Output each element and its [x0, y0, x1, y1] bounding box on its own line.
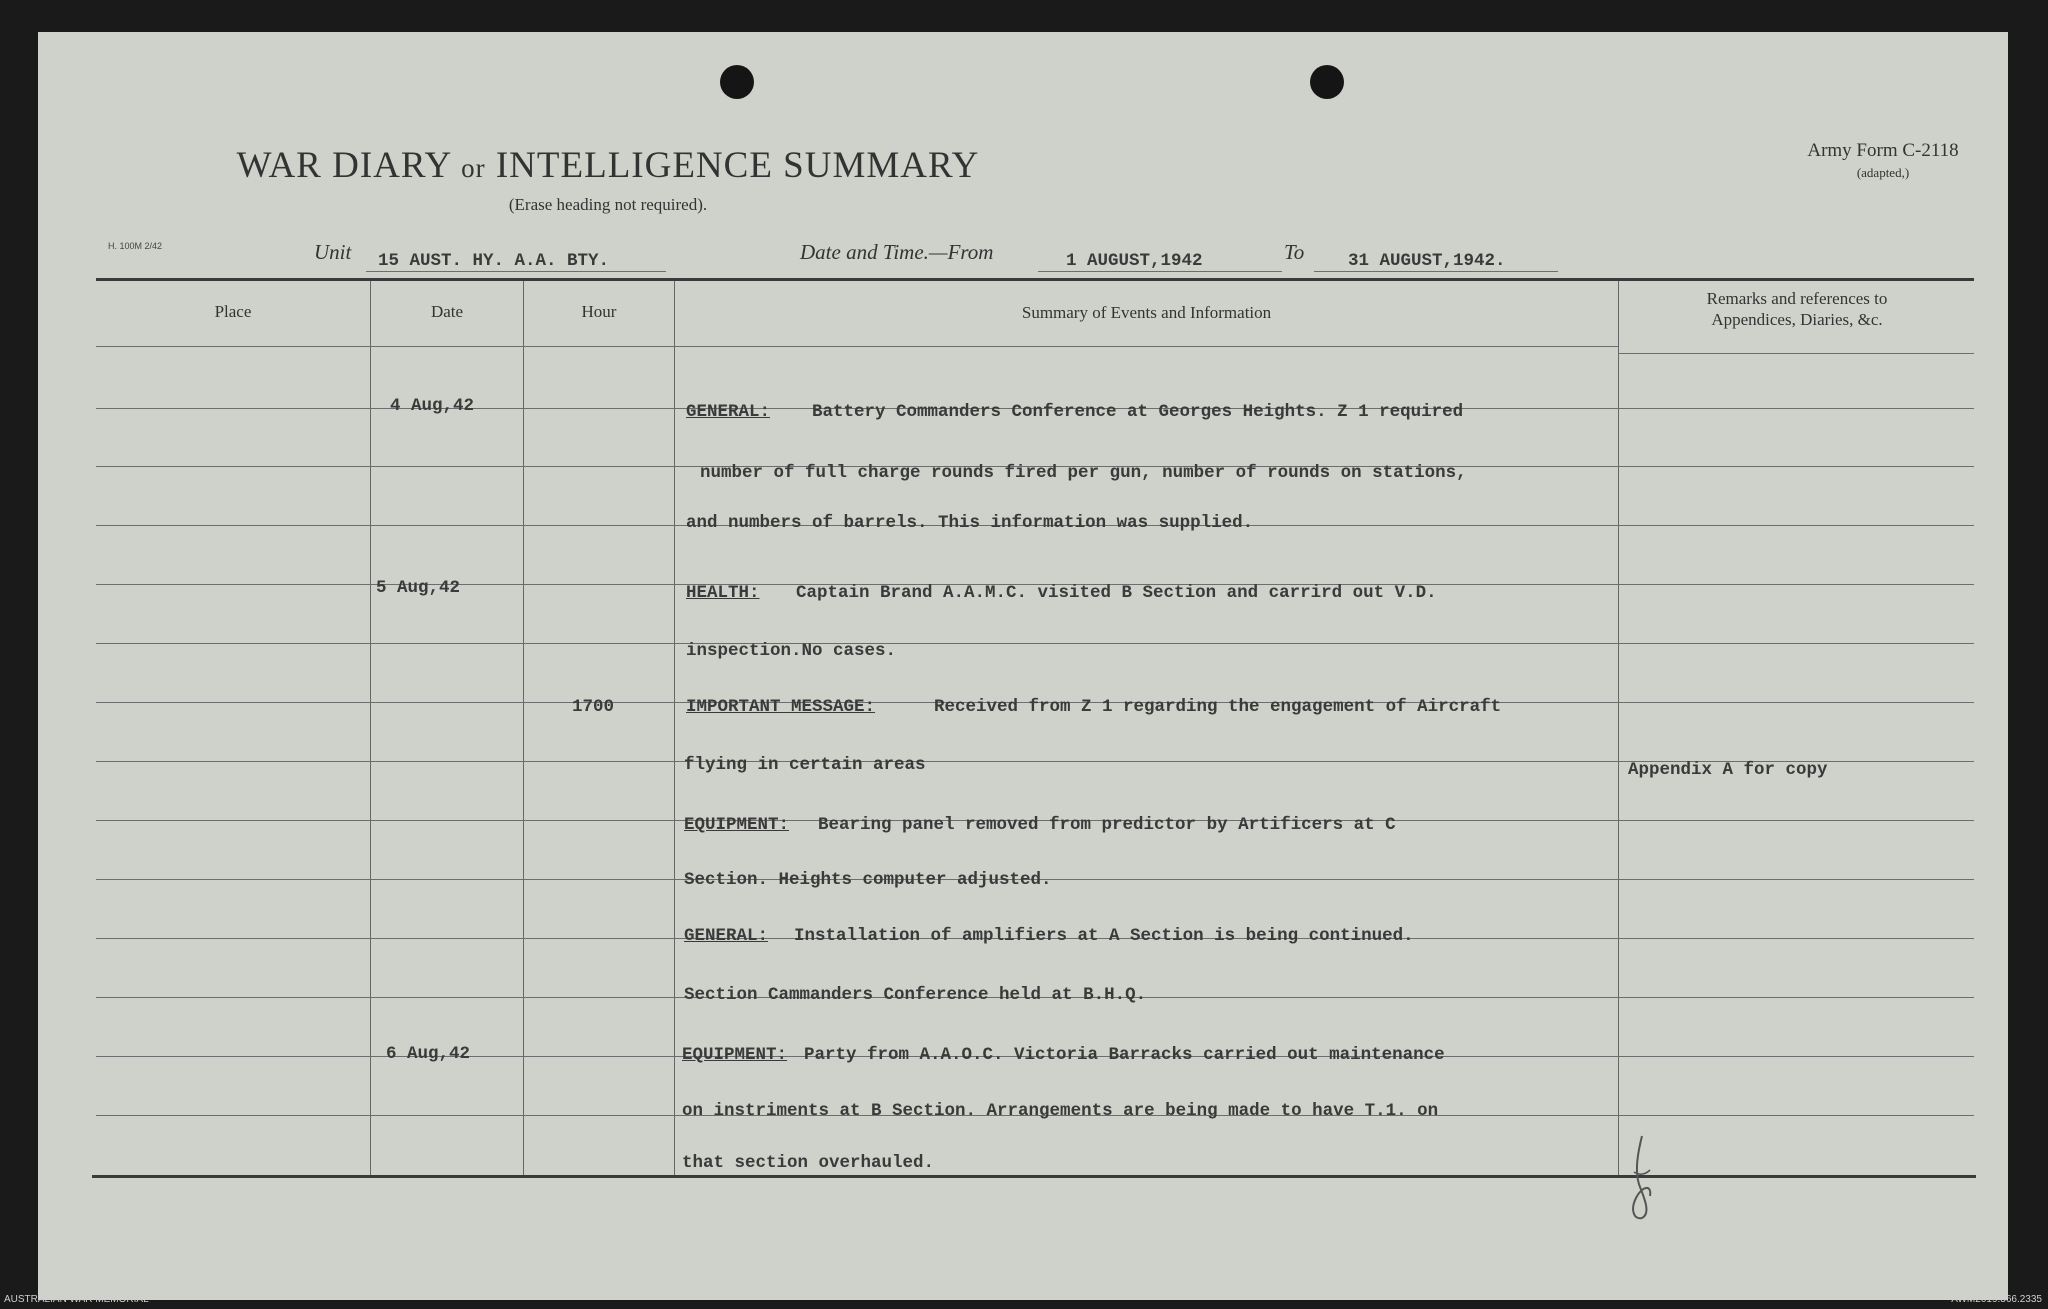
- column-header-place: Place: [214, 302, 252, 321]
- entry-text-line: Section Cammanders Conference held at B.H.Q.: [684, 985, 1147, 1005]
- to-date-value: 31 AUGUST,1942.: [1348, 251, 1506, 271]
- entry-text-line: and numbers of barrels. This information was supplied.: [686, 513, 1254, 533]
- entry-date: 6 Aug,42: [386, 1044, 471, 1064]
- unit-value: 15 AUST. HY. A.A. BTY.: [378, 251, 610, 271]
- divider-hour-summary: [674, 281, 675, 1175]
- entry-category-label: IMPORTANT MESSAGE:: [686, 697, 876, 717]
- ruled-line: [96, 346, 1618, 347]
- form-title: [38, 144, 1178, 187]
- table-top-rule: [96, 278, 1974, 281]
- divider-summary-remarks: [1618, 281, 1619, 1175]
- entry-category-label: HEALTH:: [686, 583, 760, 603]
- entry-hour: 1700: [572, 697, 615, 717]
- column-header-date: Date: [430, 302, 464, 321]
- unit-underline: [366, 271, 666, 272]
- table-bottom-rule: [92, 1175, 1976, 1178]
- remarks-header-line-2: Appendices, Diaries, &c.: [1711, 310, 1883, 329]
- column-header-hour: Hour: [581, 302, 617, 321]
- punch-hole-right: [1310, 65, 1344, 99]
- footer-credit: AUSTRALIAN WAR MEMORIAL: [4, 1294, 149, 1305]
- entry-text-line: inspection.No cases.: [686, 641, 897, 661]
- title-war-diary: WAR DIARY: [236, 145, 451, 186]
- entry-date: 5 Aug,42: [376, 578, 461, 598]
- date-time-label: Date and Time.—From: [800, 240, 994, 264]
- from-underline: [1038, 271, 1282, 272]
- diary-sheet: [38, 32, 2008, 1300]
- divider-date-hour: [523, 281, 524, 1175]
- entry-category-label: EQUIPMENT:: [684, 815, 790, 835]
- handwritten-initials-mark: [1620, 1132, 1660, 1222]
- entry-category-label: GENERAL:: [686, 402, 771, 422]
- entry-text-line: Battery Commanders Conference at Georges Heights. Z 1 required: [812, 402, 1464, 422]
- ruled-line: [1618, 353, 1974, 354]
- column-header-remarks: [1619, 288, 1975, 330]
- ruled-line: [96, 643, 1974, 644]
- column-header-summary: Summary of Events and Information: [1021, 303, 1272, 322]
- entry-remark: Appendix A for copy: [1628, 760, 1828, 780]
- entry-text-line: Party from A.A.O.C. Victoria Barracks carried out maintenance: [804, 1045, 1445, 1065]
- entry-text-line: flying in certain areas: [684, 755, 926, 775]
- divider-place-date: [370, 281, 371, 1175]
- to-underline: [1314, 271, 1558, 272]
- punch-hole-left: [720, 65, 754, 99]
- remarks-header-line-1: Remarks and references to: [1706, 289, 1888, 308]
- entry-text-line: number of full charge rounds fired per gun, number of rounds on stations,: [700, 463, 1467, 483]
- entry-text-line: Received from Z 1 regarding the engagement of Aircraft: [934, 697, 1502, 717]
- footer-accession-number: AWM2019.366.2335: [1951, 1294, 2042, 1305]
- title-or: or: [461, 153, 486, 183]
- to-label: To: [1284, 240, 1305, 264]
- entry-category-label: EQUIPMENT:: [682, 1045, 788, 1065]
- print-code: H. 100M 2/42: [108, 241, 163, 251]
- entry-text-line: Installation of amplifiers at A Section is being continued.: [794, 926, 1414, 946]
- entry-text-line: Section. Heights computer adjusted.: [684, 870, 1052, 890]
- entry-category-label: GENERAL:: [684, 926, 769, 946]
- entry-text-line: Captain Brand A.A.M.C. visited B Section and carrird out V.D.: [796, 583, 1437, 603]
- form-number-text: Army Form C-2118: [1807, 140, 1959, 161]
- unit-label: Unit: [314, 240, 352, 264]
- entry-text-line: that section overhauled.: [682, 1153, 935, 1173]
- entry-text-line: Bearing panel removed from predictor by Artificers at C: [818, 815, 1396, 835]
- army-form-number: [1768, 140, 1998, 184]
- form-number-note: (adapted,): [1856, 165, 1910, 180]
- entry-text-line: on instriments at B Section. Arrangements are being made to have T.1. on: [682, 1101, 1439, 1121]
- from-date-value: 1 AUGUST,1942: [1066, 251, 1203, 271]
- title-intelligence-summary: INTELLIGENCE SUMMARY: [495, 145, 980, 186]
- entry-date: 4 Aug,42: [390, 396, 475, 416]
- form-subtitle: (Erase heading not required).: [508, 195, 708, 214]
